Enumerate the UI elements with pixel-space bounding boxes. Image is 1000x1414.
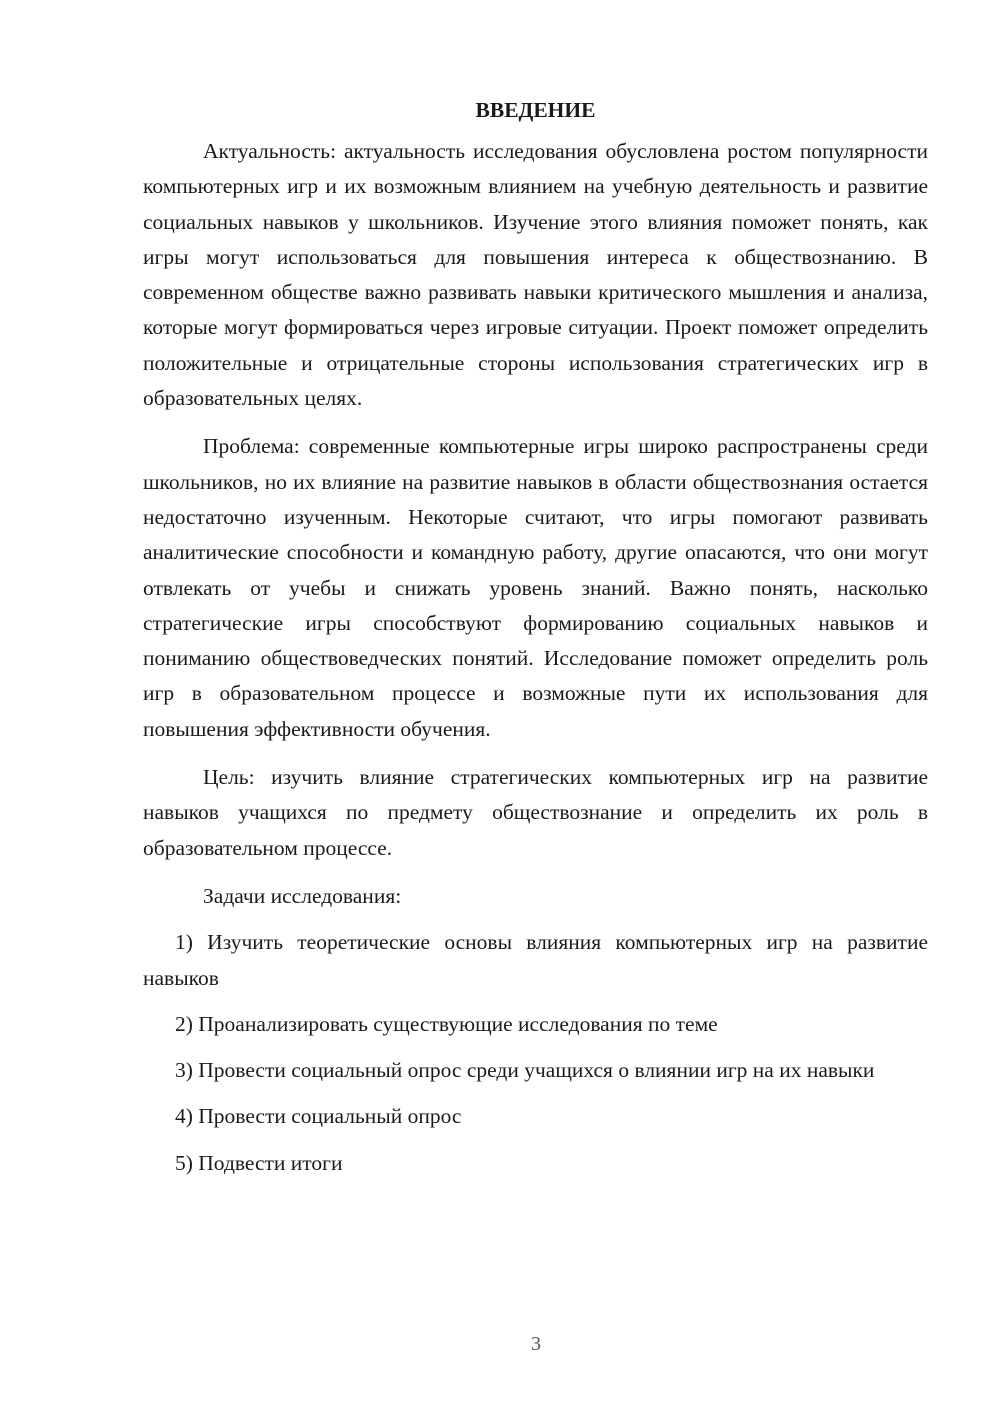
page-number: 3 [531,1333,541,1355]
section-heading: ВВЕДЕНИЕ [475,98,596,122]
task-item-1: 1) Изучить теоретические основы влияния компьютерных игр на развитие навыков [143,930,928,990]
task-item-3: 3) Провести социальный опрос среди учащихся о влиянии игр на их навыки [175,1058,875,1083]
task-item-5: 5) Подвести итоги [175,1150,343,1175]
text-column [143,90,928,1181]
task-item-4: 4) Провести социальный опрос [175,1104,462,1129]
tasks-title: Задачи исследования: [203,883,402,908]
relevance-paragraph: Актуальность: актуальность исследования обусловлена ростом популярности компьютерных игр и их возможным влиянием на учебную деятельность и развитие социальных навыков у школьников. Изучение этого влияния поможет понять, как игры могут использоваться для повышения интереса к обществознанию. В современном обществе важно развивать навыки критического мышления и анализа, которые могут формироваться через игровые ситуации. Проект поможет определить положительные и отрицательные стороны использования стратегических игр в образовательных целях. [143,139,928,411]
problem-paragraph: Проблема: современные компьютерные игры широко распространены среди школьников, но их влияние на развитие навыков в области обществознания остается недостаточно изученным. Некоторые считают, что игры помогают развивать аналитические способности и командную работу, другие опасаются, что они могут отвлекать от учебы и снижать уровень знаний. Важно понять, насколько стратегические игры способствуют формированию социальных навыков и пониманию обществоведческих понятий. Исследование поможет определить роль игр в образовательном процессе и возможные пути их использования для повышения эффективности обучения. [143,434,928,741]
task-item-2: 2) Проанализировать существующие исследования по теме [175,1011,718,1036]
goal-paragraph: Цель: изучить влияние стратегических компьютерных игр на развитие навыков учащихся по предмету обществознание и определить их роль в образовательном процессе. [143,765,928,860]
